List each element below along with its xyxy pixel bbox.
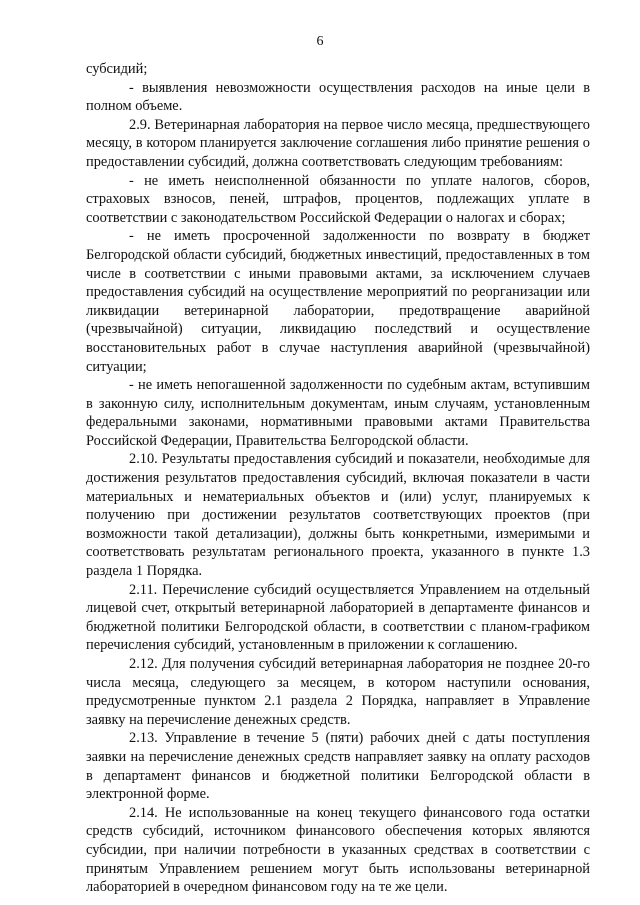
paragraph: 2.14. Не использованные на конец текущего финансового года остатки средств субсидий, источником финансового обеспечения которых являются субсидии, при наличии потребности в указанных средствах в соответствии с принятым Управлением решением могут быть использованы ветеринарной лабораторией в очередном финансовом году на те же цели. (86, 804, 590, 896)
page-number: 6 (316, 34, 324, 49)
paragraph: - не иметь неисполненной обязанности по уплате налогов, сборов, страховых взносов, пеней, штрафов, процентов, подлежащих уплате в соответствии с законодательством Российской Федерации о налогах и сборах; (86, 172, 590, 226)
document-body (86, 60, 590, 897)
paragraph: 2.13. Управление в течение 5 (пяти) рабочих дней с даты поступления заявки на перечисление денежных средств направляет заявку на оплату расходов в департамент финансов и бюджетной политики Белгородской области в электронной форме. (86, 730, 590, 803)
paragraph: 2.10. Результаты предоставления субсидий и показатели, необходимые для достижения результатов предоставления субсидий, включая показатели в части материальных и нематериальных объектов и (или) услуг, планируемых к получению при достижении результатов соответствующих проектов (при возможности такой детализации), должны быть конкретными, измеримыми и соответствовать результатам регионального проекта, указанного в пункте 1.3 раздела 1 Порядка. (86, 451, 590, 580)
paragraph: - не иметь непогашенной задолженности по судебным актам, вступившим в законную силу, исполнительным документам, иным случаям, установленным федеральными законами, нормативными правовыми актами Правительства Российской Федерации, Правительства Белгородской области. (86, 377, 590, 449)
paragraph: - не иметь просроченной задолженности по возврату в бюджет Белгородской области субсидий, бюджетных инвестиций, предоставленных в том числе в соответствии с иными правовыми актами, за исключением случаев предоставления субсидий на осуществление мероприятий по реорганизации или ликвидации ветеринарной лаборатории, предотвращение аварийной (чрезвычайной) ситуации, ликвидацию последствий и осуществление восстановительных работ в случае наступления аварийной (чрезвычайной) ситуации; (86, 228, 590, 375)
paragraph: - выявления невозможности осуществления расходов на иные цели в полном объеме. (86, 79, 590, 115)
paragraph: субсидий; (86, 61, 148, 77)
paragraph: 2.11. Перечисление субсидий осуществляется Управлением на отдельный лицевой счет, открытый ветеринарной лабораторией в департаменте финансов и бюджетной политики Белгородской области, в соответствии с планом-графиком перечисления субсидий, установленным в приложении к соглашению. (86, 581, 590, 654)
paragraph: 2.9. Ветеринарная лаборатория на первое число месяца, предшествующего месяцу, в котором планируется заключение соглашения либо принятие решения о предоставлении субсидий, должна соответствовать следующим требованиям: (86, 116, 590, 170)
paragraph: 2.12. Для получения субсидий ветеринарная лаборатория не позднее 20-го числа месяца, следующего за месяцем, в котором наступили основания, предусмотренные пунктом 2.1 раздела 2 Порядка, направляет в Управление заявку на перечисление денежных средств. (86, 656, 590, 728)
